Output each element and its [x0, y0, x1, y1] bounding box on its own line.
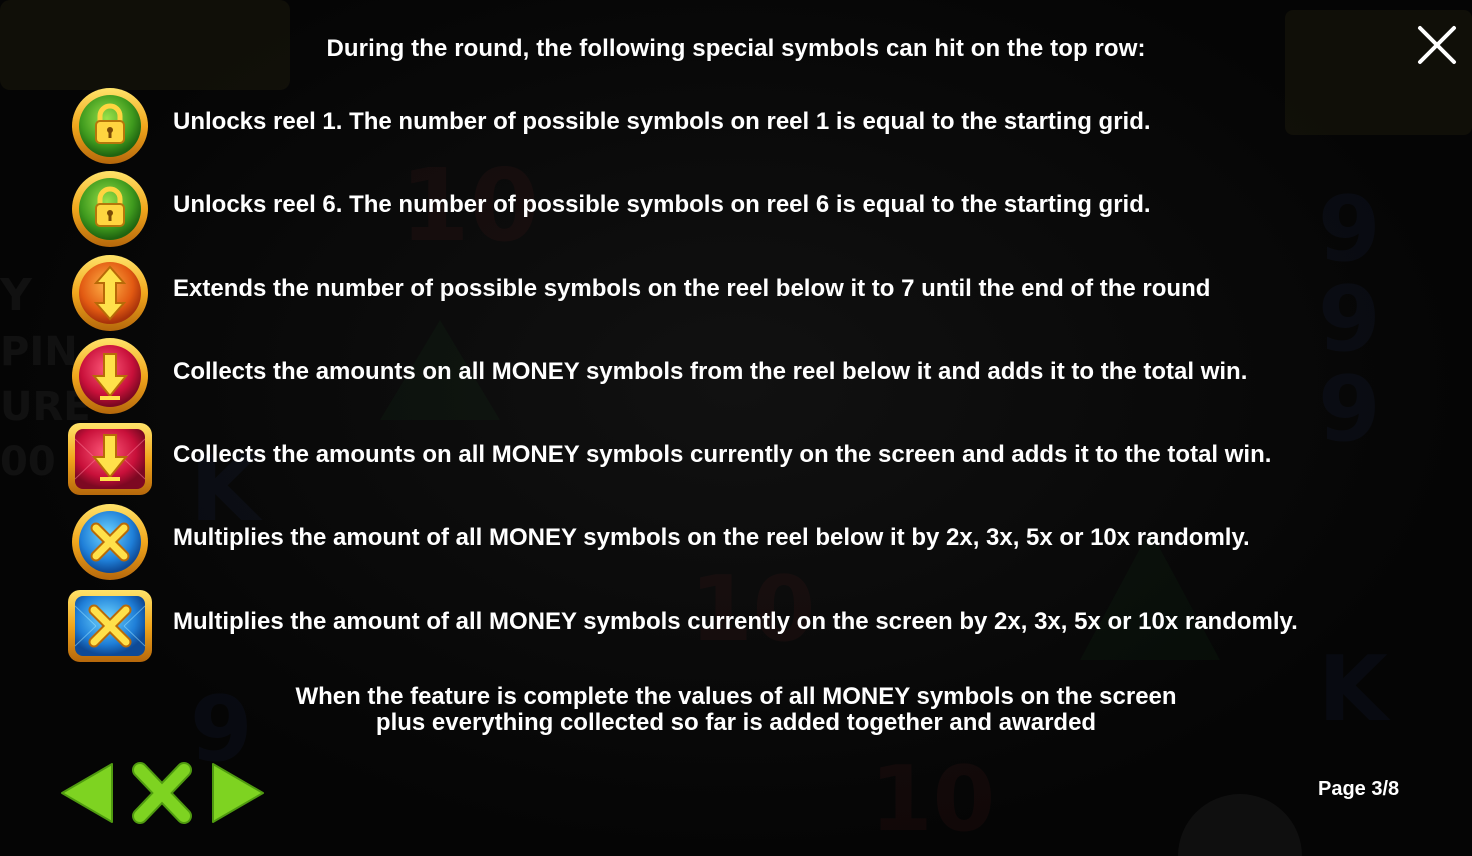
- symbol-row: [0, 84, 1472, 167]
- next-page-button[interactable]: [211, 762, 265, 829]
- exit-paytable-button[interactable]: [130, 762, 194, 829]
- svg-text:10: 10: [400, 147, 540, 264]
- symbol-description: Extends the number of possible symbols on the reel below it to 7 until the end of the round: [173, 274, 1211, 302]
- symbol-description: Unlocks reel 1. The number of possible symbols on reel 1 is equal to the starting grid.: [173, 108, 1151, 135]
- symbol-row: [0, 417, 1472, 500]
- svg-text:URE: URE: [0, 384, 91, 430]
- green-lock-coin-icon: [66, 169, 154, 249]
- symbol-row: [0, 334, 1472, 417]
- close-button[interactable]: [1416, 24, 1458, 66]
- symbol-description: Collects the amounts on all MONEY symbols currently on the screen and adds it to the total win.: [173, 441, 1272, 469]
- blue-x-coin-icon: [66, 502, 154, 582]
- red-down-arrow-coin-icon: [66, 336, 154, 416]
- svg-text:9: 9: [1318, 177, 1381, 282]
- symbol-row: [0, 500, 1472, 583]
- svg-text:Y: Y: [0, 270, 32, 321]
- svg-text:K: K: [190, 437, 260, 542]
- green-lock-coin-icon: [66, 86, 154, 166]
- symbol-description: Collects the amounts on all MONEY symbols from the reel below it and adds it to the total win.: [173, 357, 1248, 385]
- svg-text:PIN: PIN: [0, 329, 78, 375]
- svg-text:9: 9: [1318, 357, 1381, 462]
- page-indicator: Page 3/8: [1318, 778, 1400, 800]
- symbol-description: Multiplies the amount of all MONEY symbols currently on the screen by 2x, 3x, 5x or 10x randomly.: [173, 607, 1298, 635]
- orange-up-down-arrow-coin-icon: [66, 253, 154, 333]
- green-right-arrow-icon: [211, 762, 265, 824]
- green-x-icon: [130, 762, 194, 824]
- symbol-row: [0, 584, 1472, 667]
- svg-text:9: 9: [190, 677, 253, 782]
- svg-text:K: K: [1318, 637, 1388, 742]
- previous-page-button[interactable]: [60, 762, 114, 829]
- red-down-arrow-square-icon: [66, 419, 154, 499]
- page-heading: During the round, the following special symbols can hit on the top row:: [326, 35, 1146, 62]
- green-left-arrow-icon: [60, 762, 114, 824]
- close-icon: [1416, 24, 1458, 66]
- svg-text:10: 10: [870, 747, 996, 852]
- symbol-list: [0, 84, 1472, 667]
- svg-text:9: 9: [1318, 267, 1381, 372]
- symbol-description: Multiplies the amount of all MONEY symbols on the reel below it by 2x, 3x, 5x or 10x randomly.: [173, 524, 1250, 552]
- svg-text:00: 00: [0, 439, 56, 485]
- symbol-row: [0, 167, 1472, 250]
- symbol-description: Unlocks reel 6. The number of possible symbols on reel 6 is equal to the starting grid.: [173, 191, 1151, 219]
- feature-summary-line: plus everything collected so far is added together and awarded: [375, 709, 1097, 736]
- feature-summary-line: When the feature is complete the values of all MONEY symbols on the screen: [295, 683, 1177, 710]
- blue-x-square-icon: [66, 586, 154, 666]
- feature-summary: [0, 684, 1472, 736]
- svg-text:10: 10: [690, 557, 816, 662]
- symbol-row: [0, 251, 1472, 334]
